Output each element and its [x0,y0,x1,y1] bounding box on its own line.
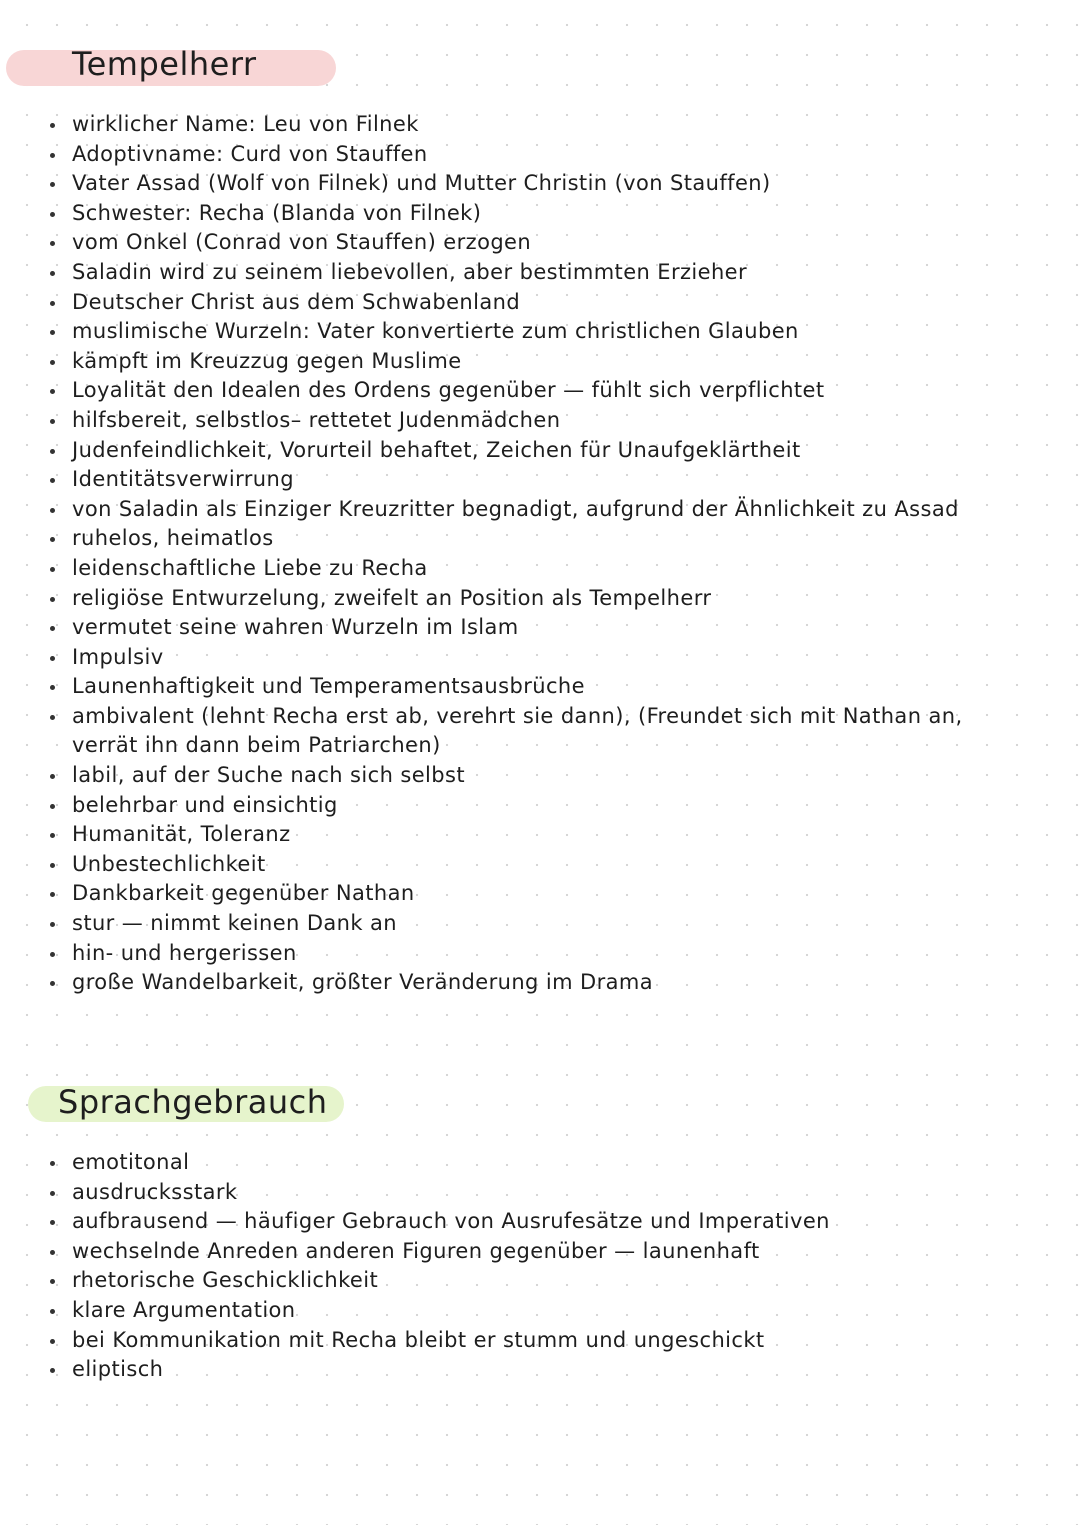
list-item: religiöse Entwurzelung, zweifelt an Position als Tempelherr [44,584,1044,614]
list-item: wirklicher Name: Leu von Filnek [44,110,1044,140]
list-item: Impulsiv [44,643,1044,673]
list-item: vom Onkel (Conrad von Stauffen) erzogen [44,228,1044,258]
list-item: wechselnde Anreden anderen Figuren gegenüber — launenhaft [44,1237,1044,1267]
list-item: Adoptivname: Curd von Stauffen [44,140,1044,170]
section-title-tempelherr: Tempelherr [72,45,257,83]
list-item: von Saladin als Einziger Kreuzritter begnadigt, aufgrund der Ähnlichkeit zu Assad [44,495,1032,525]
list-item: labil, auf der Suche nach sich selbst [44,761,1044,791]
list-item: Identitätsverwirrung [44,465,1044,495]
list-item: stur — nimmt keinen Dank an [44,909,1044,939]
list-item: eliptisch [44,1355,1044,1385]
list-item: ruhelos, heimatlos [44,524,1044,554]
section-title-sprachgebrauch: Sprachgebrauch [58,1083,328,1121]
list-item: belehrbar und einsichtig [44,791,1044,821]
list-item: hilfsbereit, selbstlos– rettetet Judenmädchen [44,406,1044,436]
list-item: ausdrucksstark [44,1178,1044,1208]
list-item: bei Kommunikation mit Recha bleibt er stumm und ungeschickt [44,1326,1044,1356]
sprachgebrauch-bullet-list [44,1148,1044,1385]
list-item: Schwester: Recha (Blanda von Filnek) [44,199,1044,229]
list-item: muslimische Wurzeln: Vater konvertierte zum christlichen Glauben [44,317,1044,347]
list-item: klare Argumentation [44,1296,1044,1326]
list-item: Dankbarkeit gegenüber Nathan [44,879,1044,909]
list-item: Saladin wird zu seinem liebevollen, aber bestimmten Erzieher [44,258,1044,288]
list-item: rhetorische Geschicklichkeit [44,1266,1044,1296]
list-item: kämpft im Kreuzzug gegen Muslime [44,347,1044,377]
list-item: Vater Assad (Wolf von Filnek) und Mutter Christin (von Stauffen) [44,169,1044,199]
list-item: ambivalent (lehnt Recha erst ab, verehrt sie dann), (Freundet sich mit Nathan an, verrät ihn dann beim Patriarchen) [44,702,1032,761]
tempelherr-bullet-list [44,110,1044,998]
list-item: Humanität, Toleranz [44,820,1044,850]
list-item: Deutscher Christ aus dem Schwabenland [44,288,1044,318]
list-item: vermutet seine wahren Wurzeln im Islam [44,613,1044,643]
list-item: Unbestechlichkeit [44,850,1044,880]
list-item: hin- und hergerissen [44,939,1044,969]
list-item: emotitonal [44,1148,1044,1178]
list-item: große Wandelbarkeit, größter Veränderung im Drama [44,968,1044,998]
list-item: Judenfeindlichkeit, Vorurteil behaftet, Zeichen für Unaufgeklärtheit [44,436,1044,466]
list-item: Loyalität den Idealen des Ordens gegenüber — fühlt sich verpflichtet [44,376,1044,406]
list-item: leidenschaftliche Liebe zu Recha [44,554,1044,584]
list-item: aufbrausend — häufiger Gebrauch von Ausrufesätze und Imperativen [44,1207,1044,1237]
list-item: Launenhaftigkeit und Temperamentsausbrüche [44,672,1044,702]
